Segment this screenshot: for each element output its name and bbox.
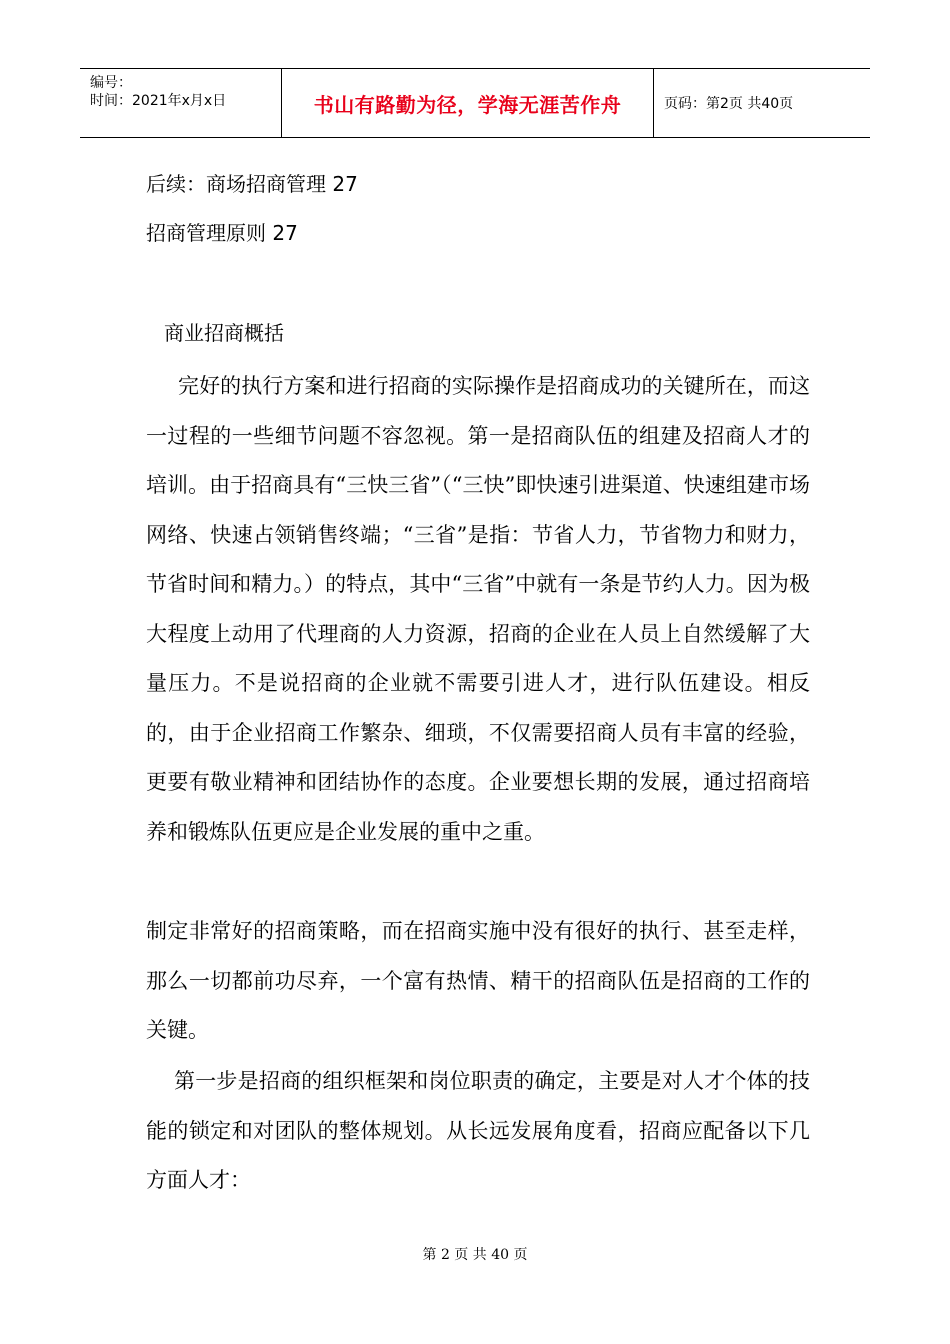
toc-entry: 招商管理原则 27 — [146, 221, 298, 245]
body-paragraph: 第一步是招商的组织框架和岗位职责的确定，主要是对人才个体的技能的锁定和对团队的整体规划。从长远发展角度看，招商应配备以下几方面人才： — [146, 1069, 810, 1192]
toc-entry: 后续：商场招商管理 27 — [146, 172, 358, 196]
header-motto-cell — [282, 69, 654, 137]
header-page-info-cell — [654, 69, 870, 137]
document-number-label: 编号： — [90, 75, 132, 91]
header-left-cell — [80, 69, 282, 137]
body-paragraph: 完好的执行方案和进行招商的实际操作是招商成功的关键所在，而这一过程的一些细节问题不容忽视。第一是招商队伍的组建及招商人才的培训。由于招商具有“三快三省”（“三快”即快速引进渠道、快速组建市场网络、快速占领销售终端；“三省”是指：节省人力，节省物力和财力，节省时间和精力。）的特点，其中“三省”中就有一条是节约人力。因为极大程度上动用了代理商的人力资源，招商的企业在人员上自然缓解了大量压力。不是说招商的企业就不需要引进人才，进行队伍建设。相反的，由于企业招商工作繁杂、细琐，不仅需要招商人员有丰富的经验，更要有敬业精神和团结协作的态度。企业要想长期的发展，通过招商培养和锻炼队伍更应是企业发展的重中之重。 — [146, 374, 810, 844]
header-table — [80, 68, 870, 138]
page-footer: 第 2 页 共 40 页 — [422, 1247, 528, 1263]
header-motto: 书山有路勤为径，学海无涯苦作舟 — [313, 92, 622, 117]
document-time-label: 时间：2021年x月x日 — [90, 93, 227, 109]
section-title: 商业招商概括 — [164, 321, 284, 345]
body-paragraph: 制定非常好的招商策略，而在招商实施中没有很好的执行、甚至走样，那么一切都前功尽弃，一个富有热情、精干的招商队伍是招商的工作的关键。 — [146, 919, 810, 1042]
header-page-info: 页码：第2页 共40页 — [664, 96, 794, 112]
